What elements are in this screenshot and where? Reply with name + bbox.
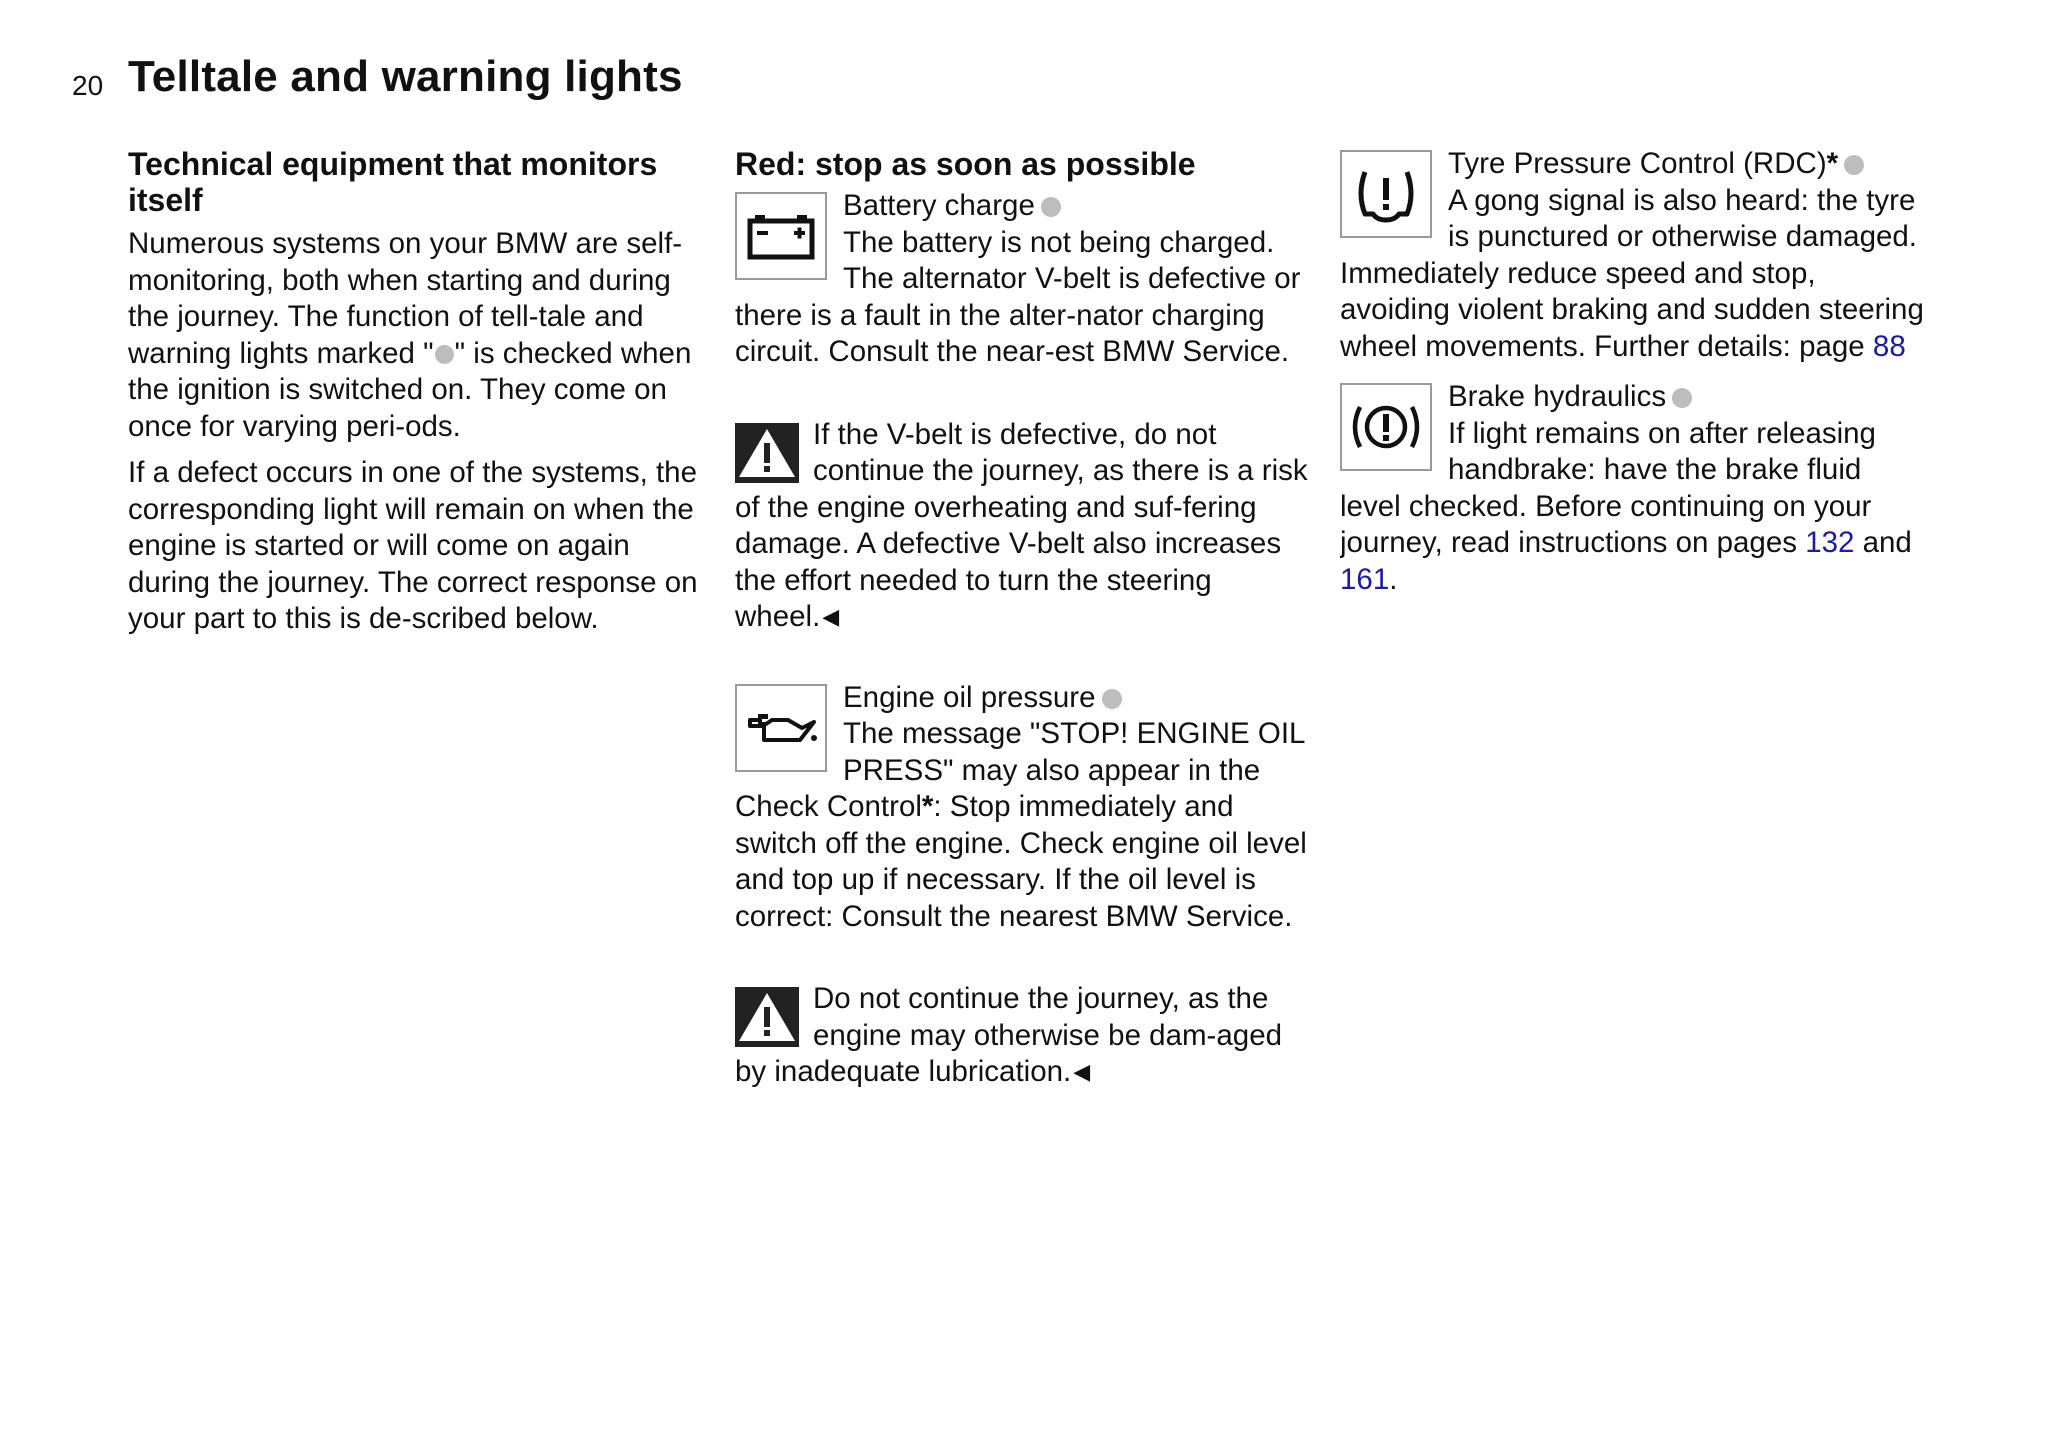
warning-triangle-icon [735, 423, 799, 483]
brake-icon [1340, 383, 1432, 471]
column-technical-equipment [128, 146, 713, 638]
column-red-lights [735, 146, 1320, 1091]
vbelt-warning-text: If the V-belt is defective, do not continue the journey, as there is a risk of the engine overheating and suf-fering damage. A defective V-belt also increases the effort needed to turn the steering wheel. [735, 417, 1308, 633]
brake-hydraulics-title: Brake hydraulics [1448, 380, 1667, 413]
paragraph-defect: If a defect occurs in one of the systems, the corresponding light will remain on when the engine is started or will come on again during the journey. The correct response on your part to this is de-scribed below. [128, 456, 698, 635]
indicator-dot-icon [1102, 689, 1122, 709]
tyre-pressure-icon [1340, 150, 1432, 238]
paragraph-intro: Numerous systems on your BMW are self-monitoring, both when starting and during the journey. The function of tell-tale and warning lights marked " " is checked when the ignition is switched on. They come on once for varying peri-ods. [128, 227, 692, 443]
indicator-dot-icon [1844, 155, 1864, 175]
page-title: Telltale and warning lights [128, 52, 683, 101]
item-battery-charge [735, 188, 1320, 371]
brake-hydraulics-text: If light remains on after releasing handbrake: have the brake fluid level checked. Before continuing on your journey, read instructions on pages [1340, 416, 1876, 559]
indicator-dot-icon [1672, 388, 1692, 408]
page-number: 20 [72, 70, 104, 101]
section-heading-self-monitoring: Technical equipment that monitors itself [128, 146, 658, 218]
item-engine-oil-pressure [735, 680, 1320, 936]
item-brake-hydraulics: Brake hydraulics If light remains on after releasing handbrake: have the brake fluid level checked. Before continuing on your journey, read instructions on pages 132 and 161. [1340, 380, 1912, 596]
optional-equipment-star: * [1826, 147, 1839, 180]
tyre-pressure-text: A gong signal is also heard: the tyre is punctured or otherwise damaged. Immediately reduce speed and stop, avoiding violent braking and sudden steering wheel movements. Further details: page [1340, 183, 1924, 363]
section-heading-red: Red: stop as soon as possible [735, 146, 1196, 182]
note-vbelt-warning [735, 417, 1320, 636]
page-link-161[interactable]: 161 [1340, 562, 1390, 596]
optional-equipment-star: * [921, 790, 934, 823]
page-link-132[interactable]: 132 [1805, 526, 1855, 559]
engine-oil-text-b: : Stop immediately and switch off the engine. Check engine oil level and top up if necessary. If the oil level is correct: Consult the nearest BMW Service. [735, 790, 1307, 933]
end-mark-icon: ◀ [822, 604, 840, 629]
engine-oil-pressure-title: Engine oil pressure [843, 680, 1096, 714]
oil-can-icon [735, 684, 827, 772]
battery-icon [735, 192, 827, 280]
indicator-dot-icon [435, 345, 454, 364]
warning-triangle-icon [735, 987, 799, 1047]
item-tyre-pressure-control [1340, 146, 1925, 365]
oil-warning-text: Do not continue the journey, as the engine may otherwise be dam-aged by inadequate lubrication. [735, 982, 1283, 1088]
engine-oil-text-a: The message "STOP! ENGINE OIL PRESS" may also appear in the Check Control [735, 717, 1305, 823]
tyre-pressure-title: Tyre Pressure Control (RDC) [1448, 147, 1827, 180]
battery-charge-text: The battery is not being charged. The alternator V-belt is defective or there is a fault in the alter-nator charging circuit. Consult the near-est BMW Service. [735, 225, 1301, 368]
column-tyre-brake [1340, 146, 1925, 598]
page-link-88[interactable]: 88 [1872, 329, 1906, 363]
indicator-dot-icon [1041, 197, 1061, 217]
battery-charge-title: Battery charge [843, 189, 1035, 222]
note-oil-warning [735, 981, 1320, 1091]
end-mark-icon: ◀ [1073, 1059, 1091, 1084]
